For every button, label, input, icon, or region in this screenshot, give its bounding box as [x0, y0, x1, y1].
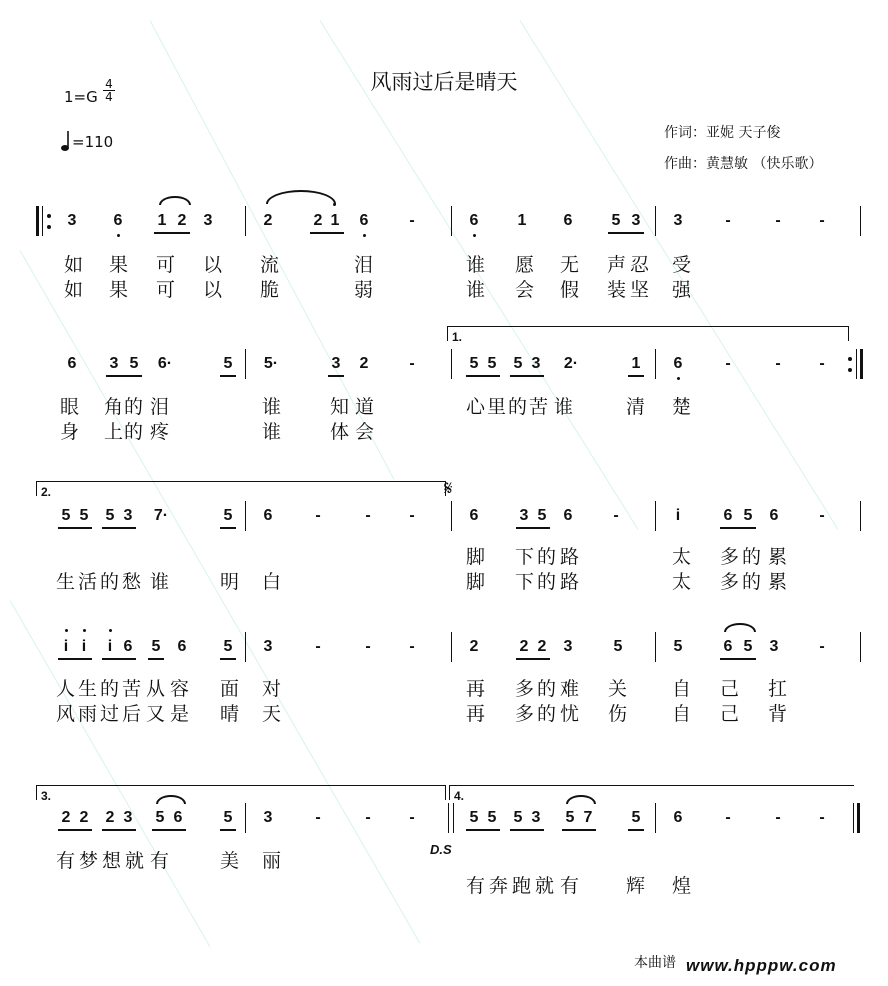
note: 5	[513, 355, 523, 372]
note: -	[819, 507, 825, 524]
note: -	[409, 809, 415, 826]
note: -	[775, 212, 781, 229]
note: 3	[109, 355, 119, 372]
note: 6	[723, 507, 733, 524]
note: 5	[223, 355, 233, 372]
note: 6·	[157, 355, 173, 372]
final-barline	[857, 803, 860, 833]
tie-arc	[159, 196, 191, 205]
song-title: 风雨过后是晴天	[370, 70, 518, 94]
note: 2	[263, 212, 273, 229]
note: 1	[517, 212, 527, 229]
tie-arc	[724, 623, 756, 632]
note: 3	[263, 809, 273, 826]
note: 6	[123, 638, 133, 655]
note: 6	[359, 212, 369, 229]
notation-row-2	[0, 344, 888, 384]
note: 3	[563, 638, 573, 655]
note: 5	[105, 507, 115, 524]
volta-bracket-1	[447, 326, 849, 341]
note: 7·	[153, 507, 169, 524]
barline	[860, 206, 861, 236]
note: 6	[469, 507, 479, 524]
volta-label: 1.	[452, 330, 463, 344]
note: 5	[487, 355, 497, 372]
note: 5	[631, 809, 641, 826]
tie-arc	[266, 190, 336, 204]
note: 2	[537, 638, 547, 655]
barline	[856, 349, 857, 379]
note: 5	[223, 809, 233, 826]
note: 6	[563, 212, 573, 229]
barline	[245, 206, 246, 236]
lyrics-line: 脚 下 的 路 太 多 的 累	[466, 546, 788, 568]
note: 3	[203, 212, 213, 229]
note: 5	[487, 809, 497, 826]
note: 6	[723, 638, 733, 655]
lyrics-line: 如 果 可 以 脆 弱 谁 会 假 装 坚 强	[64, 279, 692, 301]
note: 5	[673, 638, 683, 655]
note: -	[725, 212, 731, 229]
notation-row-4	[0, 627, 888, 667]
note: 2	[177, 212, 187, 229]
footer-link[interactable]: www.hpppw.com	[686, 956, 837, 975]
note: 5	[61, 507, 71, 524]
note: i	[63, 638, 69, 655]
note: 3	[123, 809, 133, 826]
note: 3	[631, 212, 641, 229]
note: i	[81, 638, 87, 655]
tempo-marking: =110	[72, 133, 114, 151]
note: 2	[469, 638, 479, 655]
repeat-end-barline	[860, 349, 863, 379]
note: 2	[359, 355, 369, 372]
high-octave-dot	[83, 629, 86, 632]
note: 3	[531, 355, 541, 372]
note: 5	[79, 507, 89, 524]
note: -	[725, 809, 731, 826]
note: 2	[313, 212, 323, 229]
note: -	[365, 809, 371, 826]
note: -	[365, 507, 371, 524]
high-octave-dot	[65, 629, 68, 632]
note: 7	[583, 809, 593, 826]
lyrics-line: 人 生 的 苦 从 容 面 对 再 多 的 难 关 自 己 扛	[56, 678, 788, 700]
note: -	[409, 355, 415, 372]
barline	[655, 632, 656, 662]
barline	[448, 803, 449, 833]
barline	[42, 206, 43, 236]
note: 5	[151, 638, 161, 655]
note: 5	[223, 638, 233, 655]
time-signature: 4 4	[103, 78, 115, 103]
barline	[655, 349, 656, 379]
notation-row-5	[0, 798, 888, 838]
note: -	[315, 809, 321, 826]
note: -	[819, 638, 825, 655]
barline	[451, 501, 452, 531]
note: -	[775, 355, 781, 372]
note: 6	[673, 809, 683, 826]
note: -	[315, 638, 321, 655]
volta-label: 4.	[454, 789, 465, 803]
lyrics-line: 身 上 的 疼 谁 体 会	[60, 421, 375, 443]
lyrics-line: 有 奔 跑 就 有 辉 煌	[466, 875, 692, 897]
repeat-start-barline	[36, 206, 39, 236]
barline	[451, 349, 452, 379]
volta-label: 3.	[41, 789, 52, 803]
note: 6	[563, 507, 573, 524]
note: -	[819, 809, 825, 826]
lyrics-line: 生 活 的 愁 谁 明 白 脚 下 的 路 太 多 的 累	[56, 571, 788, 593]
note: 5	[743, 638, 753, 655]
lyrics-line: 有 梦 想 就 有 美 丽	[56, 850, 282, 872]
note: 6	[263, 507, 273, 524]
composer-credit: 作曲：黄慧敏 （快乐歌）	[664, 156, 823, 172]
note: 5	[469, 809, 479, 826]
key-signature: 1=G	[64, 88, 98, 106]
note: 3	[519, 507, 529, 524]
note: 3	[123, 507, 133, 524]
note: 6	[469, 212, 479, 229]
note: 5	[611, 212, 621, 229]
barline	[453, 803, 454, 833]
lyrics-line: 风 雨 过 后 又 是 晴 天 再 多 的 忧 伤 自 己 背	[56, 703, 788, 725]
barline	[655, 206, 656, 236]
note: -	[613, 507, 619, 524]
barline	[451, 632, 452, 662]
note: 5	[743, 507, 753, 524]
note: 1	[157, 212, 167, 229]
note: 6	[113, 212, 123, 229]
note: i	[107, 638, 113, 655]
da-segno-mark: D.S	[430, 842, 452, 857]
note: -	[409, 507, 415, 524]
note: 5	[223, 507, 233, 524]
note: 3	[673, 212, 683, 229]
high-octave-dot	[109, 629, 112, 632]
note: 2	[519, 638, 529, 655]
note: 3	[531, 809, 541, 826]
barline	[860, 632, 861, 662]
note: 6	[673, 355, 683, 372]
note: 5	[469, 355, 479, 372]
note: 2·	[563, 355, 579, 372]
barline	[245, 349, 246, 379]
barline	[860, 501, 861, 531]
note: -	[819, 355, 825, 372]
note: -	[315, 507, 321, 524]
barline	[451, 206, 452, 236]
note: 5	[613, 638, 623, 655]
note: 5	[129, 355, 139, 372]
note: 2	[79, 809, 89, 826]
notation-row-1	[0, 201, 888, 241]
barline	[655, 501, 656, 531]
footer-label: 本曲谱	[634, 955, 676, 971]
note: 5	[155, 809, 165, 826]
note: 6	[67, 355, 77, 372]
note: 3	[769, 638, 779, 655]
note: 1	[631, 355, 641, 372]
volta-label: 2.	[41, 485, 52, 499]
note: 6	[177, 638, 187, 655]
note: 2	[105, 809, 115, 826]
segno-icon: 𝄋	[444, 476, 453, 500]
notation-row-3	[0, 496, 888, 536]
note: 6	[173, 809, 183, 826]
note: -	[725, 355, 731, 372]
lyrics-line: 如 果 可 以 流 泪 谁 愿 无 声 忍 受	[64, 254, 692, 276]
lyricist-credit: 作词：亚妮 天子俊	[664, 125, 781, 141]
note: -	[365, 638, 371, 655]
note: 5·	[263, 355, 279, 372]
barline	[245, 501, 246, 531]
note: 5	[537, 507, 547, 524]
barline	[245, 803, 246, 833]
lyrics-line: 眼 角 的 泪 谁 知 道 心 里 的 苦 谁 清 楚	[60, 396, 692, 418]
barline	[655, 803, 656, 833]
note: -	[409, 638, 415, 655]
note: i	[675, 507, 681, 524]
note: 1	[330, 212, 340, 229]
note: 6	[769, 507, 779, 524]
note: 3	[263, 638, 273, 655]
note: -	[775, 809, 781, 826]
note: -	[409, 212, 415, 229]
quarter-note-icon	[60, 130, 70, 152]
note: -	[819, 212, 825, 229]
note: 5	[565, 809, 575, 826]
note: 3	[331, 355, 341, 372]
volta-bracket-2	[36, 481, 446, 496]
note: 3	[67, 212, 77, 229]
note: 2	[61, 809, 71, 826]
barline	[245, 632, 246, 662]
barline	[853, 803, 854, 833]
note: 5	[513, 809, 523, 826]
